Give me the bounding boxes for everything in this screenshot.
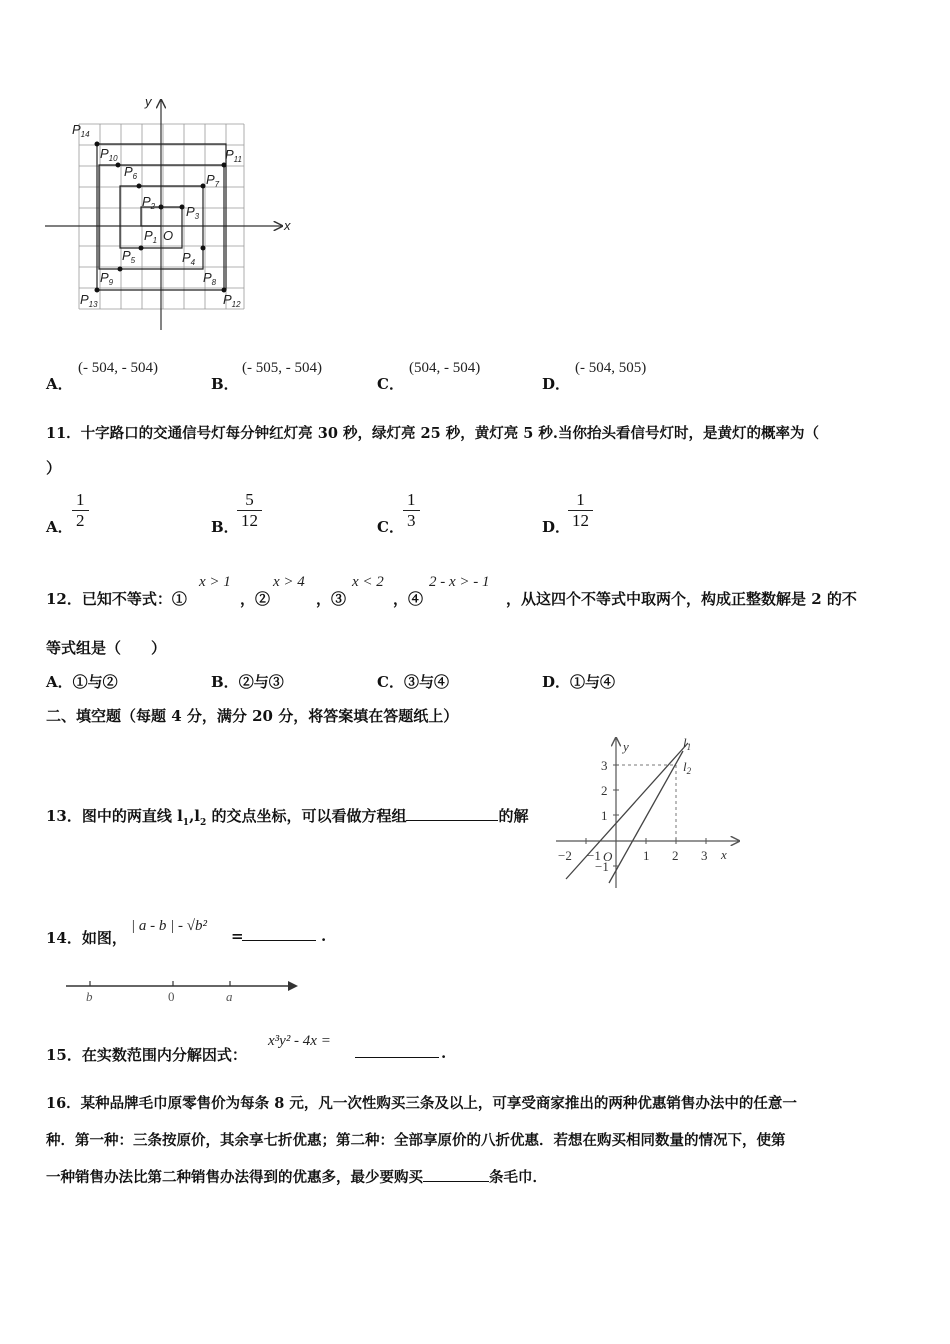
x-axis-label: x: [284, 218, 291, 233]
q15-expression: x³y² - 4x =: [268, 1033, 331, 1049]
svg-text:P7: $P_7$: [206, 172, 220, 189]
svg-text:P9: $P_9$: [100, 270, 114, 287]
q14-equals: =: [231, 927, 244, 945]
q15-answer-blank[interactable]: [355, 1043, 439, 1058]
q12-inequality-2: x > 4: [273, 574, 305, 590]
q12-sep-2: ，②: [240, 590, 271, 608]
svg-text:P1: $P_1$: [144, 228, 158, 245]
svg-text:P10: $P_{10}$: [100, 146, 118, 163]
svg-text:P2: $P_2$: [142, 194, 156, 211]
q13-y-label: y: [623, 739, 629, 754]
q10-option-a[interactable]: A．: [46, 375, 73, 393]
q10-option-b[interactable]: B．: [211, 375, 239, 393]
q16-line3: 一种销售办法比第二种销售办法得到的优惠多，最少要购买 条毛巾．: [46, 1169, 547, 1186]
q12-option-a[interactable]: A．①与②: [46, 673, 118, 691]
q13-line-graph: [553, 733, 743, 893]
section-2-heading: 二、填空题（每题 4 分，满分 20 分，将答案填在答题纸上）: [46, 707, 459, 725]
y-axis-label: y: [145, 94, 152, 109]
q10-option-c-value: (504, - 504): [409, 360, 481, 376]
q13-line-l2: [609, 751, 683, 883]
svg-text:P4: $P_4$: [182, 250, 196, 267]
q11-text-close: ）: [46, 459, 62, 477]
q10-option-d-value: (- 504, 505): [575, 360, 647, 376]
q13-l1-label: $l_1$: [683, 735, 692, 752]
q13-x-label: x: [721, 847, 727, 862]
q14-expression: | a - b | - √b²: [131, 918, 207, 934]
q13-y-tick-label: 1: [601, 808, 608, 823]
q14-answer-blank[interactable]: [242, 926, 316, 941]
q16-answer-blank[interactable]: [423, 1167, 489, 1182]
q11-option-a[interactable]: A．: [46, 518, 73, 536]
q11-option-d[interactable]: D．: [542, 518, 571, 536]
q12-sep-4: ，④: [393, 590, 424, 608]
svg-text:P13: $P_{13}$: [80, 292, 98, 309]
q12-option-c[interactable]: C．③与④: [377, 673, 449, 691]
spiral-coordinate-figure: [40, 92, 300, 332]
q13-line-l1: [566, 743, 688, 879]
q12-inequality-4: 2 - x > - 1: [429, 574, 490, 590]
q12-prefix: 12．已知不等式：①: [46, 590, 187, 608]
q12-suffix: ，从这四个不等式中取两个，构成正整数解是 2 的不: [506, 590, 857, 608]
q13-y-tick-label: 3: [601, 758, 608, 773]
q16-line1: 16．某种品牌毛巾原零售价为每条 8 元，凡一次性购买三条及以上，可享受商家推出的两种优惠销售办法中的任意一: [46, 1095, 797, 1112]
q10-option-d[interactable]: D．: [542, 375, 571, 393]
q13-y-tick-label: 2: [601, 783, 608, 798]
svg-text:P11: $P_{11}$: [225, 147, 242, 164]
q12-line2: 等式组是（ ）: [46, 639, 167, 657]
q13-x-tick-label: −2: [558, 848, 572, 863]
numberline-label-zero: 0: [168, 989, 175, 1004]
q15-end: .: [441, 1044, 447, 1062]
q11-text: 11．十字路口的交通信号灯每分钟红灯亮 30 秒，绿灯亮 25 秒，黄灯亮 5 秒.当你抬头看信号灯时，是黄灯的概率为（: [46, 425, 819, 442]
svg-text:P8: $P_8$: [203, 270, 217, 287]
svg-text:P12: $P_{12}$: [223, 292, 241, 309]
q13-l2-label: $l_2$: [683, 759, 692, 776]
q11-option-d-fraction: $\frac{1}{12}$: [568, 490, 593, 531]
numberline-label-a: a: [226, 989, 233, 1004]
svg-text:P6: $P_6$: [124, 164, 138, 181]
q13-origin-label: O: [603, 849, 613, 864]
q13-text: 13．图中的两直线 $l_1,l_2$ 的交点坐标，可以看做方程组 的解: [46, 807, 529, 828]
q11-option-b-fraction: $\frac{5}{12}$: [237, 490, 262, 531]
q10-option-c[interactable]: C．: [377, 375, 404, 393]
q12-inequality-3: x < 2: [352, 574, 384, 590]
q13-answer-blank[interactable]: [406, 806, 498, 821]
q13-dashed-guides: [616, 765, 676, 841]
q13-y-tick-label: −1: [595, 859, 609, 874]
numberline-label-b: b: [86, 989, 93, 1004]
q14-number-line: [62, 975, 302, 1005]
q13-x-tick-label: 3: [701, 848, 708, 863]
q14-prefix: 14．如图，: [46, 929, 127, 947]
q11-option-b[interactable]: B．: [211, 518, 239, 536]
q13-x-tick-label: 1: [643, 848, 650, 863]
q13-x-tick-label: −1: [587, 848, 601, 863]
origin-label: O: [163, 228, 174, 243]
q15-prefix: 15．在实数范围内分解因式：: [46, 1046, 247, 1064]
q11-option-c-fraction: $\frac{1}{3}$: [403, 490, 420, 531]
q12-option-b[interactable]: B．②与③: [211, 673, 284, 691]
q12-sep-3: ，③: [316, 590, 347, 608]
q11-option-c[interactable]: C．: [377, 518, 404, 536]
svg-text:P5: $P_5$: [122, 248, 136, 265]
svg-text:P14: $P_{14}$: [72, 122, 90, 139]
q14-end: .: [321, 927, 327, 945]
q12-option-d[interactable]: D．①与④: [542, 673, 616, 691]
q10-option-b-value: (- 505, - 504): [242, 360, 322, 376]
q16-line2: 种．第一种：三条按原价，其余享七折优惠；第二种：全部享原价的八折优惠．若想在购买相同数量的情况下，使第: [46, 1132, 786, 1149]
svg-text:P3: $P_3$: [186, 204, 200, 221]
q11-option-a-fraction: $\frac{1}{2}$: [72, 490, 89, 531]
q10-option-a-value: (- 504, - 504): [78, 360, 158, 376]
q12-inequality-1: x > 1: [199, 574, 231, 590]
q13-x-tick-label: 2: [672, 848, 679, 863]
